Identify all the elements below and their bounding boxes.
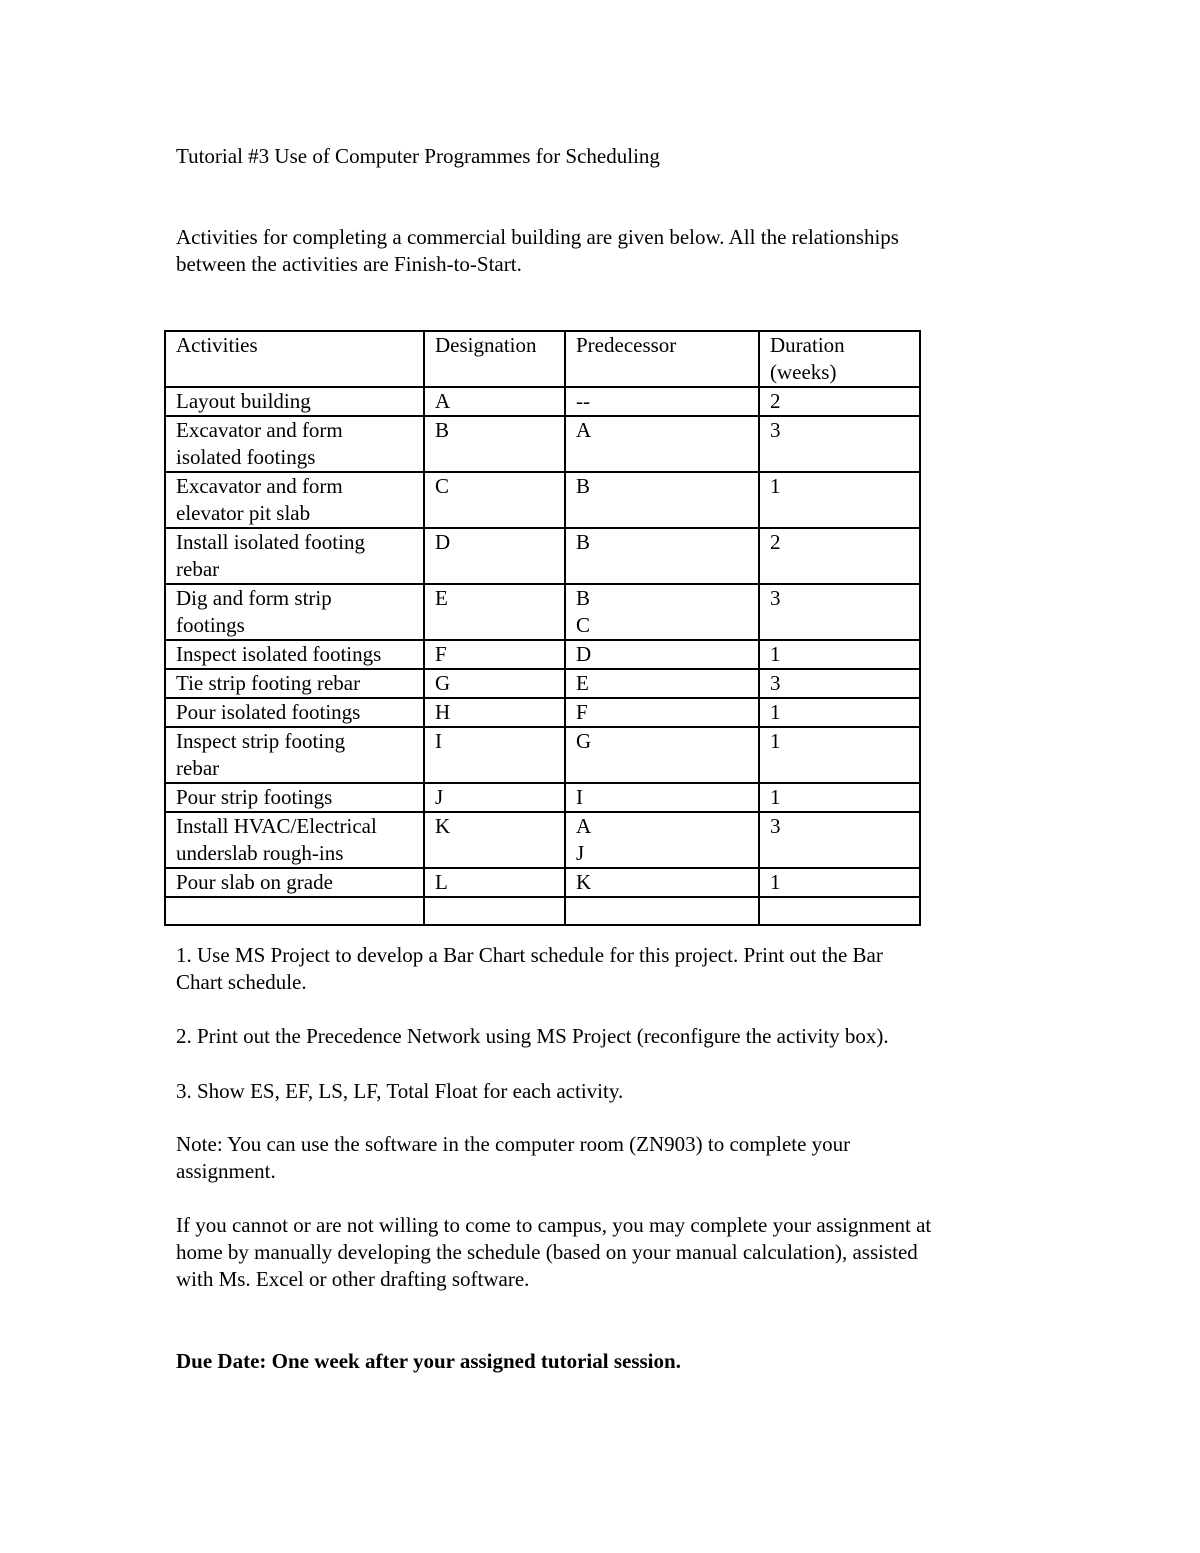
table-row xyxy=(165,727,920,783)
intro-line: between the activities are Finish-to-Start. xyxy=(176,252,522,276)
alternative-line: If you cannot or are not willing to come to campus, you may complete your assignment at xyxy=(176,1213,932,1237)
column-header xyxy=(165,331,424,387)
column-header-line: (weeks) xyxy=(770,360,837,384)
due-date: Due Date: One week after your assigned tutorial session. xyxy=(176,1349,681,1373)
document-title: Tutorial #3 Use of Computer Programmes for Scheduling xyxy=(176,144,660,168)
designation-cell: B xyxy=(424,416,565,472)
duration-cell: 1 xyxy=(759,783,920,812)
table-row xyxy=(165,584,920,640)
activity-line: Pour isolated footings xyxy=(176,700,361,724)
duration-cell: 1 xyxy=(759,698,920,727)
empty-cell xyxy=(565,897,759,925)
predecessor-cell xyxy=(565,698,759,727)
alternative-line: home by manually developing the schedule (based on your manual calculation), assisted xyxy=(176,1240,918,1264)
column-header xyxy=(424,331,565,387)
column-header-line: Predecessor xyxy=(576,333,677,357)
table-row xyxy=(165,472,920,528)
predecessor-line: A xyxy=(576,418,592,442)
predecessor-line: D xyxy=(576,642,592,666)
predecessor-line: I xyxy=(576,785,583,809)
duration-cell: 1 xyxy=(759,868,920,897)
activity-line: underslab rough-ins xyxy=(176,841,344,865)
question-3 xyxy=(176,1078,1056,1105)
predecessor-line: A xyxy=(576,814,592,838)
table-header-row xyxy=(165,331,920,387)
activities-table xyxy=(164,330,921,926)
column-header xyxy=(759,331,920,387)
predecessor-cell xyxy=(565,783,759,812)
designation-cell: G xyxy=(424,669,565,698)
activity-line: elevator pit slab xyxy=(176,501,311,525)
predecessor-cell xyxy=(565,727,759,783)
predecessor-line: B xyxy=(576,586,591,610)
duration-cell: 1 xyxy=(759,472,920,528)
column-header xyxy=(565,331,759,387)
table-row xyxy=(165,868,920,897)
predecessor-line: F xyxy=(576,700,588,724)
question-1-line: Chart schedule. xyxy=(176,970,307,994)
note-paragraph xyxy=(176,1131,1056,1185)
table-row xyxy=(165,783,920,812)
activity-cell xyxy=(165,783,424,812)
activity-cell xyxy=(165,387,424,416)
activity-line: Tie strip footing rebar xyxy=(176,671,361,695)
alternative-line: with Ms. Excel or other drafting software. xyxy=(176,1267,530,1291)
activity-line: rebar xyxy=(176,756,220,780)
empty-cell xyxy=(165,897,424,925)
duration-cell: 2 xyxy=(759,387,920,416)
duration-cell: 3 xyxy=(759,416,920,472)
intro-line: Activities for completing a commercial building are given below. All the relationships xyxy=(176,225,899,249)
duration-cell: 3 xyxy=(759,669,920,698)
activity-cell xyxy=(165,812,424,868)
designation-cell: I xyxy=(424,727,565,783)
note-line: Note: You can use the software in the computer room (ZN903) to complete your xyxy=(176,1132,851,1156)
predecessor-line: G xyxy=(576,729,592,753)
empty-cell xyxy=(759,897,920,925)
predecessor-line: B xyxy=(576,530,591,554)
activity-line: footings xyxy=(176,613,245,637)
question-2 xyxy=(176,1023,1056,1050)
predecessor-cell xyxy=(565,868,759,897)
activity-line: Layout building xyxy=(176,389,311,413)
activity-cell xyxy=(165,528,424,584)
predecessor-cell xyxy=(565,472,759,528)
activity-cell xyxy=(165,868,424,897)
table-row xyxy=(165,528,920,584)
predecessor-cell xyxy=(565,387,759,416)
designation-cell: E xyxy=(424,584,565,640)
question-1 xyxy=(176,942,1056,996)
activity-cell xyxy=(165,698,424,727)
question-3-line: 3. Show ES, EF, LS, LF, Total Float for each activity. xyxy=(176,1079,624,1103)
predecessor-line: C xyxy=(576,613,591,637)
empty-cell xyxy=(424,897,565,925)
activity-line: isolated footings xyxy=(176,445,316,469)
activity-line: Inspect strip footing xyxy=(176,729,346,753)
activity-line: Install HVAC/Electrical xyxy=(176,814,377,838)
alternative-paragraph xyxy=(176,1212,1056,1293)
predecessor-line: K xyxy=(576,870,592,894)
table-row xyxy=(165,698,920,727)
activity-line: Excavator and form xyxy=(176,418,343,442)
predecessor-cell xyxy=(565,669,759,698)
designation-cell: A xyxy=(424,387,565,416)
predecessor-cell xyxy=(565,640,759,669)
activities-table-body xyxy=(165,331,920,925)
column-header-line: Duration xyxy=(770,333,845,357)
duration-cell: 3 xyxy=(759,584,920,640)
predecessor-line: -- xyxy=(576,389,590,413)
predecessor-cell xyxy=(565,812,759,868)
predecessor-cell xyxy=(565,584,759,640)
duration-cell: 1 xyxy=(759,640,920,669)
designation-cell: F xyxy=(424,640,565,669)
intro-paragraph xyxy=(176,224,1036,278)
question-2-line: 2. Print out the Precedence Network using MS Project (reconfigure the activity box). xyxy=(176,1024,889,1048)
empty-table-row xyxy=(165,897,920,925)
activity-line: rebar xyxy=(176,557,220,581)
duration-cell: 2 xyxy=(759,528,920,584)
designation-cell: J xyxy=(424,783,565,812)
designation-cell: H xyxy=(424,698,565,727)
note-line: assignment. xyxy=(176,1159,276,1183)
duration-cell: 3 xyxy=(759,812,920,868)
designation-cell: D xyxy=(424,528,565,584)
activity-cell xyxy=(165,584,424,640)
activity-cell xyxy=(165,669,424,698)
predecessor-line: B xyxy=(576,474,591,498)
activity-line: Excavator and form xyxy=(176,474,343,498)
table-row xyxy=(165,812,920,868)
activity-line: Pour strip footings xyxy=(176,785,333,809)
duration-cell: 1 xyxy=(759,727,920,783)
activity-line: Pour slab on grade xyxy=(176,870,333,894)
column-header-line: Designation xyxy=(435,333,537,357)
activity-line: Install isolated footing xyxy=(176,530,365,554)
column-header-line: Activities xyxy=(176,333,258,357)
table-row xyxy=(165,669,920,698)
activity-line: Inspect isolated footings xyxy=(176,642,382,666)
activity-cell xyxy=(165,727,424,783)
predecessor-line: J xyxy=(576,841,585,865)
question-1-line: 1. Use MS Project to develop a Bar Chart schedule for this project. Print out the Bar xyxy=(176,943,883,967)
designation-cell: K xyxy=(424,812,565,868)
activity-line: Dig and form strip xyxy=(176,586,332,610)
predecessor-cell xyxy=(565,416,759,472)
table-row xyxy=(165,387,920,416)
predecessor-line: E xyxy=(576,671,589,695)
predecessor-cell xyxy=(565,528,759,584)
designation-cell: L xyxy=(424,868,565,897)
designation-cell: C xyxy=(424,472,565,528)
activity-cell xyxy=(165,416,424,472)
activity-cell xyxy=(165,472,424,528)
activity-cell xyxy=(165,640,424,669)
table-row xyxy=(165,416,920,472)
table-row xyxy=(165,640,920,669)
